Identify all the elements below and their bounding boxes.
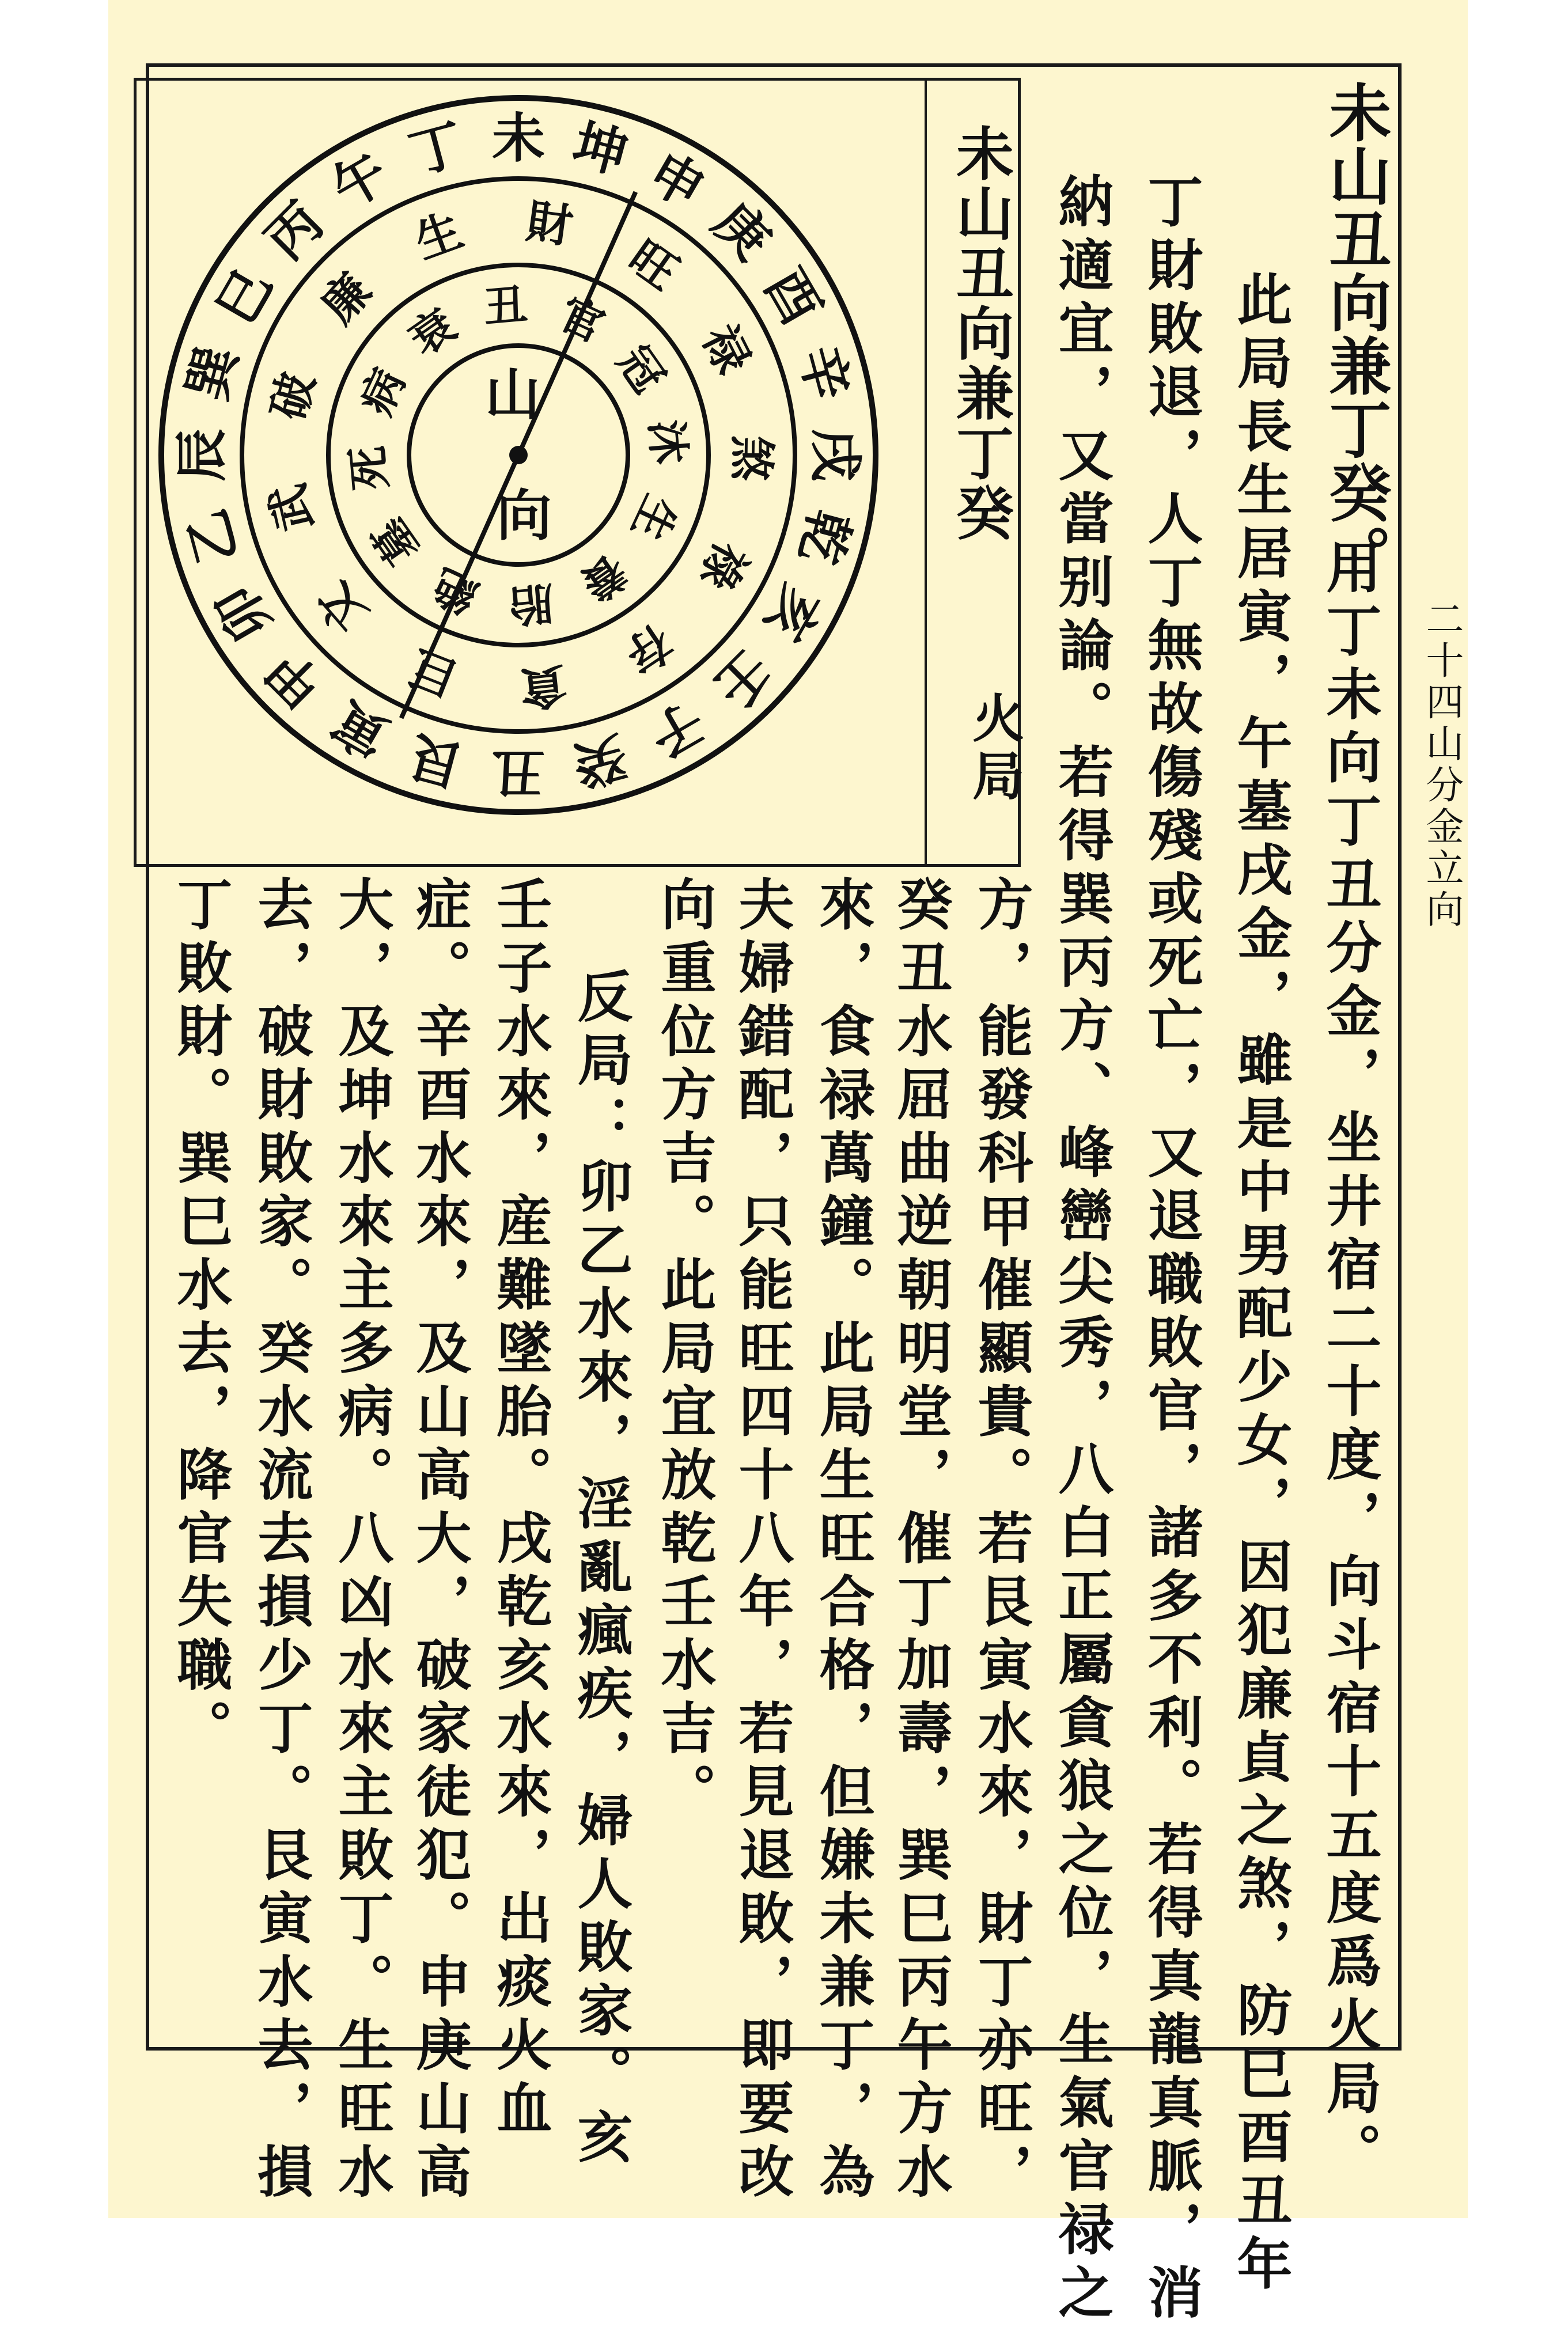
- section-title: 未山丑向兼丁癸。: [1319, 81, 1391, 588]
- inner-ring-label: 沐: [640, 418, 695, 467]
- diagram-divider: [925, 81, 927, 864]
- inner-ring-label: 絶: [424, 558, 486, 624]
- outer-ring-label: 辰: [171, 428, 233, 482]
- inner-ring-label: 官: [551, 286, 613, 352]
- outer-ring-label: 子: [638, 689, 715, 770]
- outer-ring-label: 午: [321, 140, 399, 221]
- center-facing-label: 向: [497, 483, 552, 548]
- middle-ring-label: 禄: [692, 316, 762, 382]
- text-column: 方，能發科甲催顯貴。若艮寅水來，財丁亦旺，: [969, 876, 1034, 2206]
- outer-ring-label: 甲: [253, 638, 335, 720]
- inner-ring-label: 生: [622, 487, 687, 549]
- inner-ring-label: 養: [571, 544, 637, 612]
- outer-ring-label: 巽: [175, 339, 249, 407]
- outer-ring-label: 戌: [804, 428, 866, 482]
- page-header: 二十四山分金立向: [1419, 599, 1464, 931]
- inner-ring-label: 墓: [362, 508, 430, 574]
- text-column: 丁財敗退，人丁無故傷殘或死亡，又退職敗官，諸多不利。若得真龍真脈，消: [1139, 173, 1204, 2327]
- outer-ring-label: 寅: [321, 689, 399, 770]
- text-column: 此局長生居寅，午墓戌金，雖是中男配少女，因犯廉貞之煞，防巳酉丑年: [1228, 271, 1293, 2298]
- outer-ring-label: 艮: [403, 724, 471, 798]
- outer-ring-label: 未: [491, 107, 546, 169]
- text-column: 丁敗財。巽巳水去，降官失職。: [168, 876, 233, 1763]
- outer-ring-label: 丑: [491, 741, 546, 803]
- outer-ring-label: 卯: [203, 575, 285, 652]
- text-column: 症。辛酉水來，及山高大，破家徒犯。申庚山高: [407, 876, 472, 2206]
- text-column: 來，食禄萬鐘。此局生旺合格，但嫌未兼丁，為: [810, 876, 876, 2206]
- outer-ring-label: 酉: [752, 258, 834, 335]
- diagram-title: 未山丑向兼丁癸: [946, 124, 1014, 543]
- text-column: 夫婦錯配，只能旺四十八年，若見退敗，即要改: [730, 876, 795, 2206]
- text-column: 大，及坤水來主多病。八凶水來主敗丁。生旺水: [329, 876, 395, 2206]
- inner-ring-label: 死: [342, 444, 397, 492]
- text-column: 癸丑水屈曲逆朝明堂，催丁加壽，巽巳丙午方水: [888, 876, 953, 2206]
- outer-ring-label: 癸: [566, 724, 634, 798]
- outer-ring-label: 坤: [566, 112, 634, 186]
- middle-ring-label: 廉: [310, 263, 382, 333]
- inner-ring-label: 衰: [400, 298, 465, 366]
- center-dot: [509, 446, 528, 464]
- outer-ring-label: 申: [638, 140, 715, 221]
- text-column: 去，破財敗家。癸水流去損少丁。艮寅水去，損: [249, 876, 314, 2206]
- middle-ring-label: 破: [260, 367, 325, 426]
- middle-ring-label: 旺: [619, 229, 688, 301]
- outer-ring-label: 乙: [175, 503, 249, 571]
- inner-ring-label: 冠: [607, 336, 675, 402]
- text-column: 用丁未向丁丑分金，坐井宿二十度，向斗宿十五度爲火局。: [1317, 539, 1383, 2186]
- outer-ring-label: 乾: [787, 503, 862, 571]
- middle-ring-label: 巨: [401, 638, 464, 706]
- middle-ring-label: 存: [614, 613, 683, 684]
- outer-ring-label: 巳: [203, 258, 285, 335]
- middle-ring-label: 武: [259, 479, 323, 537]
- outer-ring-label: 丁: [403, 112, 471, 186]
- diagram-label: 火局: [963, 691, 1024, 806]
- outer-ring-label: 庚: [702, 190, 783, 272]
- middle-ring-label: 煞: [724, 434, 779, 482]
- outer-ring-label: 辛: [787, 339, 862, 407]
- middle-ring-label: 祿: [688, 533, 759, 600]
- text-column: 反局：卯乙水來，淫亂瘋疾，婦人敗家。亥: [569, 968, 634, 2171]
- inner-ring-label: 病: [350, 361, 415, 423]
- outer-ring-label: 丙: [253, 190, 335, 272]
- text-column: 納適宜，又當别論。若得巽丙方、峰巒尖秀，八白正屬貪狼之位，生氣官禄之: [1050, 173, 1115, 2327]
- center-mountain-label: 山: [485, 362, 540, 427]
- inner-ring-label: 胎: [507, 577, 556, 632]
- middle-ring-label: 貪: [517, 657, 570, 717]
- middle-ring-label: 文: [306, 572, 377, 643]
- middle-ring-label: 財: [523, 194, 577, 254]
- inner-ring-label: 丑: [481, 278, 530, 333]
- compass-diagram: [150, 86, 922, 858]
- middle-ring-label: 生: [407, 202, 470, 270]
- outer-ring-label: 壬: [702, 638, 783, 720]
- text-column: 壬子水來，産難墜胎。戌乾亥水來，出痰火血: [488, 876, 553, 2143]
- text-column: 向重位方吉。此局宜放乾壬水吉。: [652, 876, 717, 1826]
- outer-ring-label: 亥: [752, 575, 834, 652]
